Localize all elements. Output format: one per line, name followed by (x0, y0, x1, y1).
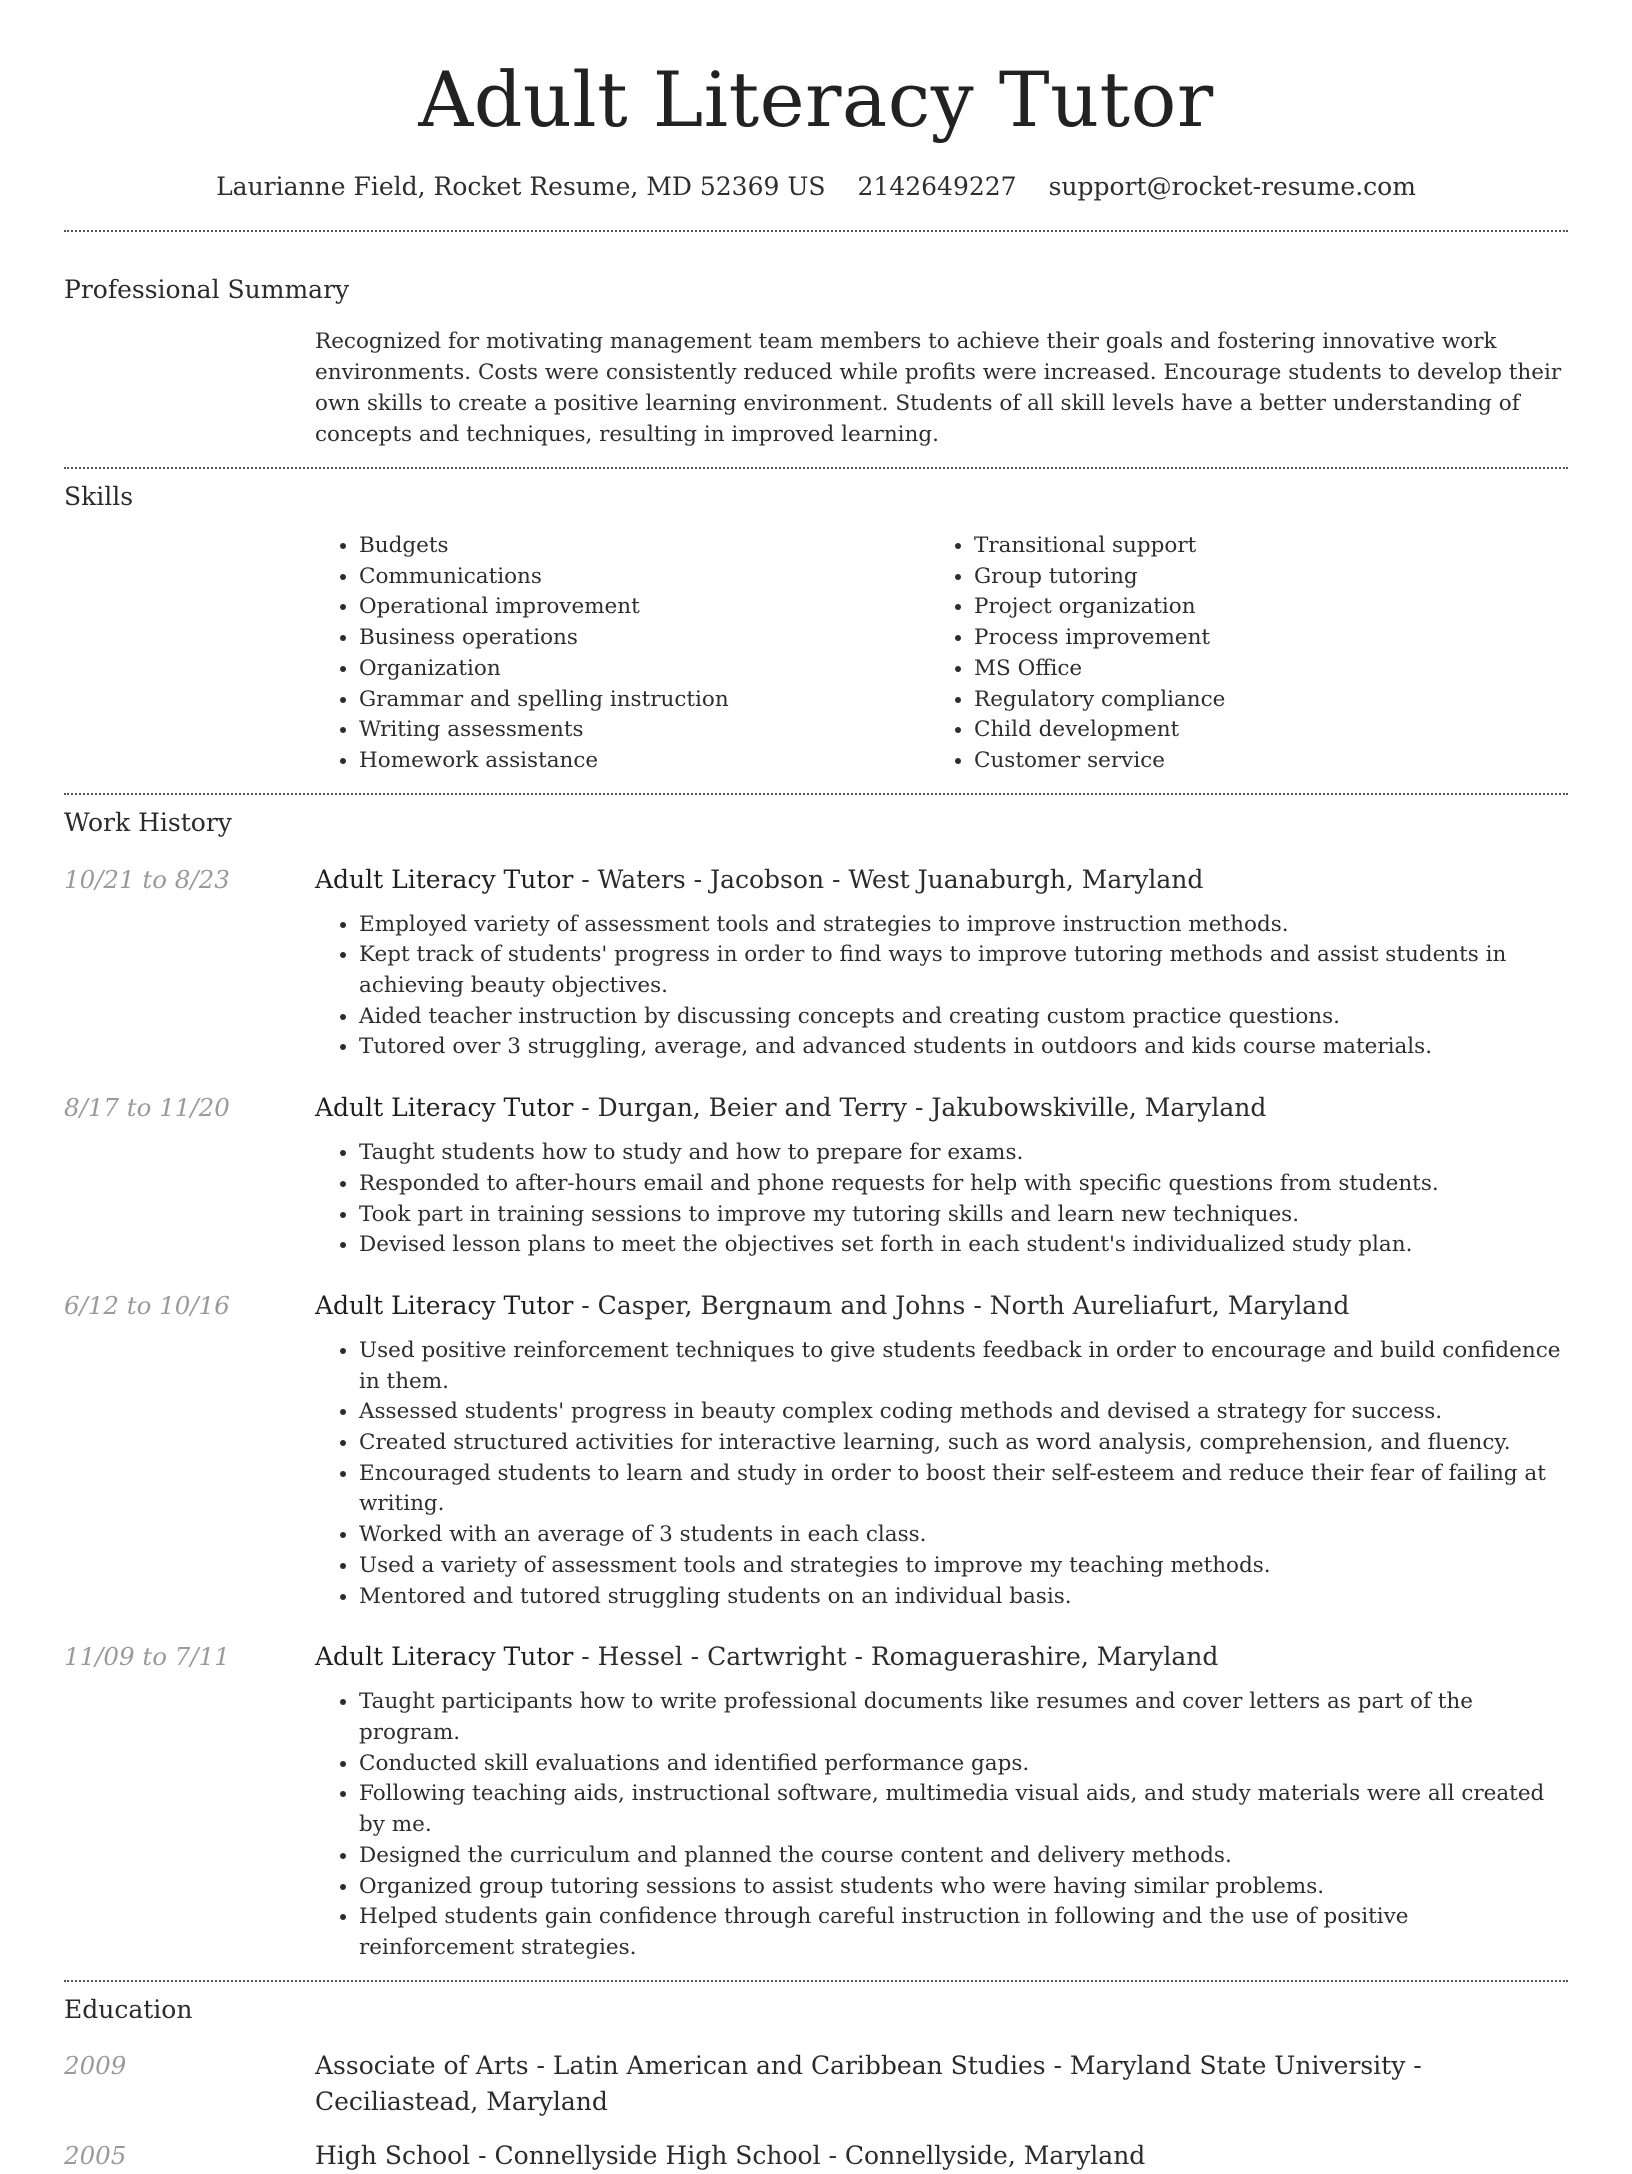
job-bullet: • Used a variety of assessment tools and strategies to improve my teaching methods. (359, 1551, 1568, 1582)
job-title (315, 862, 1203, 898)
job-role: Adult Literacy Tutor (315, 864, 574, 894)
education-degree: Associate of Arts (315, 2050, 529, 2080)
skill-item: • Regulatory compliance (974, 685, 1225, 716)
job-duties (315, 1138, 1568, 1261)
job-employer: - Casper, Bergnaum and Johns - North Aureliafurt, Maryland (573, 1290, 1350, 1320)
job-header (64, 1090, 1568, 1126)
job-bullet: • Taught participants how to write professional documents like resumes and cover letters as part of the program. (359, 1687, 1568, 1748)
contact-line (64, 170, 1568, 204)
section-divider (64, 793, 1568, 795)
skill-item: • Operational improvement (359, 592, 930, 623)
job-bullet: • Designed the curriculum and planned the course content and delivery methods. (359, 1841, 1568, 1872)
job-bullet: • Helped students gain confidence through careful instruction in following and the use of positive reinforcement strategies. (359, 1902, 1568, 1963)
job-dates: 11/09 to 7/11 (64, 1642, 230, 1672)
skill-item: • Writing assessments (359, 715, 930, 746)
summary-text: Recognized for motivating management team members to achieve their goals and fostering innovative work environments. Costs were consistently reduced while profits were increased. Encourage students to develop their own skills to create a positive learning environment. Students of all skill levels have a better understanding of concepts and techniques, resulting in improved learning. (315, 329, 1562, 447)
job-entry (64, 1090, 1568, 1261)
job-employer: - Hessel - Cartwright - Romaguerashire, Maryland (573, 1642, 1219, 1672)
job-bullet: • Encouraged students to learn and study in order to boost their self-esteem and reduce their fear of failing at writing. (359, 1459, 1568, 1520)
job-bullet: • Conducted skill evaluations and identified performance gaps. (359, 1749, 1568, 1780)
job-duties (315, 1687, 1568, 1963)
job-bullet: • Responded to after-hours email and phone requests for help with specific questions from students. (359, 1169, 1568, 1200)
summary-heading: Professional Summary (64, 275, 350, 304)
skill-item: • Organization (359, 654, 930, 685)
job-bullet-list (315, 910, 1568, 1064)
job-dates: 8/17 to 11/20 (64, 1093, 230, 1123)
resume-page (64, 0, 1568, 2174)
education-degree: High School (315, 2140, 471, 2170)
skill-item: • Group tutoring (974, 562, 1225, 593)
job-duties (315, 1336, 1568, 1612)
education-title (315, 2048, 1568, 2120)
job-bullet: • Aided teacher instruction by discussing concepts and creating custom practice questions. (359, 1002, 1568, 1033)
job-bullet-list (315, 1138, 1568, 1261)
job-title (315, 1639, 1218, 1675)
work-history-heading: Work History (64, 807, 232, 837)
education-details: - Connellyside High School - Connellyside, Maryland (470, 2140, 1146, 2170)
job-bullet: • Kept track of students' progress in order to find ways to improve tutoring methods and assist students in achieving beauty objectives. (359, 940, 1568, 1001)
skill-item: • Process improvement (974, 623, 1225, 654)
education-heading: Education (64, 1994, 193, 2024)
job-bullet: • Organized group tutoring sessions to assist students who were having similar problems. (359, 1872, 1568, 1903)
job-role: Adult Literacy Tutor (315, 1642, 574, 1672)
job-role: Adult Literacy Tutor (315, 1093, 574, 1123)
job-bullet: • Employed variety of assessment tools and strategies to improve instruction methods. (359, 910, 1568, 941)
section-divider (64, 1980, 1568, 1982)
contact-email: support@rocket-resume.com (1048, 172, 1416, 201)
education-title (315, 2138, 1568, 2174)
job-bullet: • Worked with an average of 3 students in each class. (359, 1520, 1568, 1551)
job-employer: - Waters - Jacobson - West Juanaburgh, Maryland (573, 864, 1204, 894)
job-dates: 10/21 to 8/23 (64, 864, 230, 894)
job-bullet: • Created structured activities for interactive learning, such as word analysis, comprehension, and fluency. (359, 1428, 1568, 1459)
skill-item: • Homework assistance (359, 746, 930, 777)
skill-item: • Child development (974, 715, 1225, 746)
education-entry (64, 2138, 1568, 2174)
skills-list (315, 531, 1568, 777)
job-title (315, 1090, 1266, 1126)
skill-item: • Customer service (974, 746, 1225, 777)
job-bullet: • Tutored over 3 struggling, average, and advanced students in outdoors and kids course materials. (359, 1032, 1568, 1063)
job-bullet-list (315, 1336, 1568, 1612)
job-role: Adult Literacy Tutor (315, 1290, 574, 1320)
skill-item: • Transitional support (974, 531, 1225, 562)
job-duties (315, 910, 1568, 1064)
education-year: 2009 (64, 2050, 127, 2080)
skill-item: • Budgets (359, 531, 930, 562)
resume-name: Adult Literacy Tutor (418, 55, 1214, 144)
job-employer: - Durgan, Beier and Terry - Jakubowskiville, Maryland (573, 1093, 1267, 1123)
contact-phone: 2142649227 (857, 172, 1017, 201)
job-bullet: • Used positive reinforcement techniques to give students feedback in order to encourage and build confidence in them. (359, 1336, 1568, 1397)
job-bullet: • Devised lesson plans to meet the objectives set forth in each student's individualized study plan. (359, 1230, 1568, 1261)
job-title (315, 1288, 1349, 1324)
section-divider (64, 467, 1568, 469)
job-header (64, 862, 1568, 898)
job-bullet-list (315, 1687, 1568, 1963)
job-header (64, 1639, 1568, 1675)
education-entry (64, 2048, 1568, 2120)
contact-address: Laurianne Field, Rocket Resume, MD 52369 US (216, 172, 826, 201)
skill-item: • Communications (359, 562, 930, 593)
job-bullet: • Mentored and tutored struggling students on an individual basis. (359, 1582, 1568, 1613)
job-bullet: • Took part in training sessions to improve my tutoring skills and learn new techniques. (359, 1200, 1568, 1231)
skills-heading: Skills (64, 482, 134, 511)
education-details: - Latin American and Caribbean Studies - Maryland State University - Ceciliastead, Maryland (315, 2050, 1422, 2116)
job-entry (64, 862, 1568, 1064)
education-year: 2005 (64, 2140, 127, 2170)
skills-left-column (315, 531, 930, 777)
skills-right-column (930, 531, 1225, 777)
skill-item: • Grammar and spelling instruction (359, 685, 930, 716)
job-bullet: • Following teaching aids, instructional software, multimedia visual aids, and study materials were all created by me. (359, 1779, 1568, 1840)
job-bullet: • Assessed students' progress in beauty complex coding methods and devised a strategy for success. (359, 1397, 1568, 1428)
section-divider (64, 230, 1568, 232)
job-bullet: • Taught students how to study and how to prepare for exams. (359, 1138, 1568, 1169)
skill-item: • MS Office (974, 654, 1225, 685)
job-entry (64, 1639, 1568, 1963)
job-header (64, 1288, 1568, 1324)
job-entry (64, 1288, 1568, 1612)
job-dates: 6/12 to 10/16 (64, 1290, 230, 1320)
skill-item: • Project organization (974, 592, 1225, 623)
skill-item: • Business operations (359, 623, 930, 654)
summary-body (315, 326, 1568, 450)
